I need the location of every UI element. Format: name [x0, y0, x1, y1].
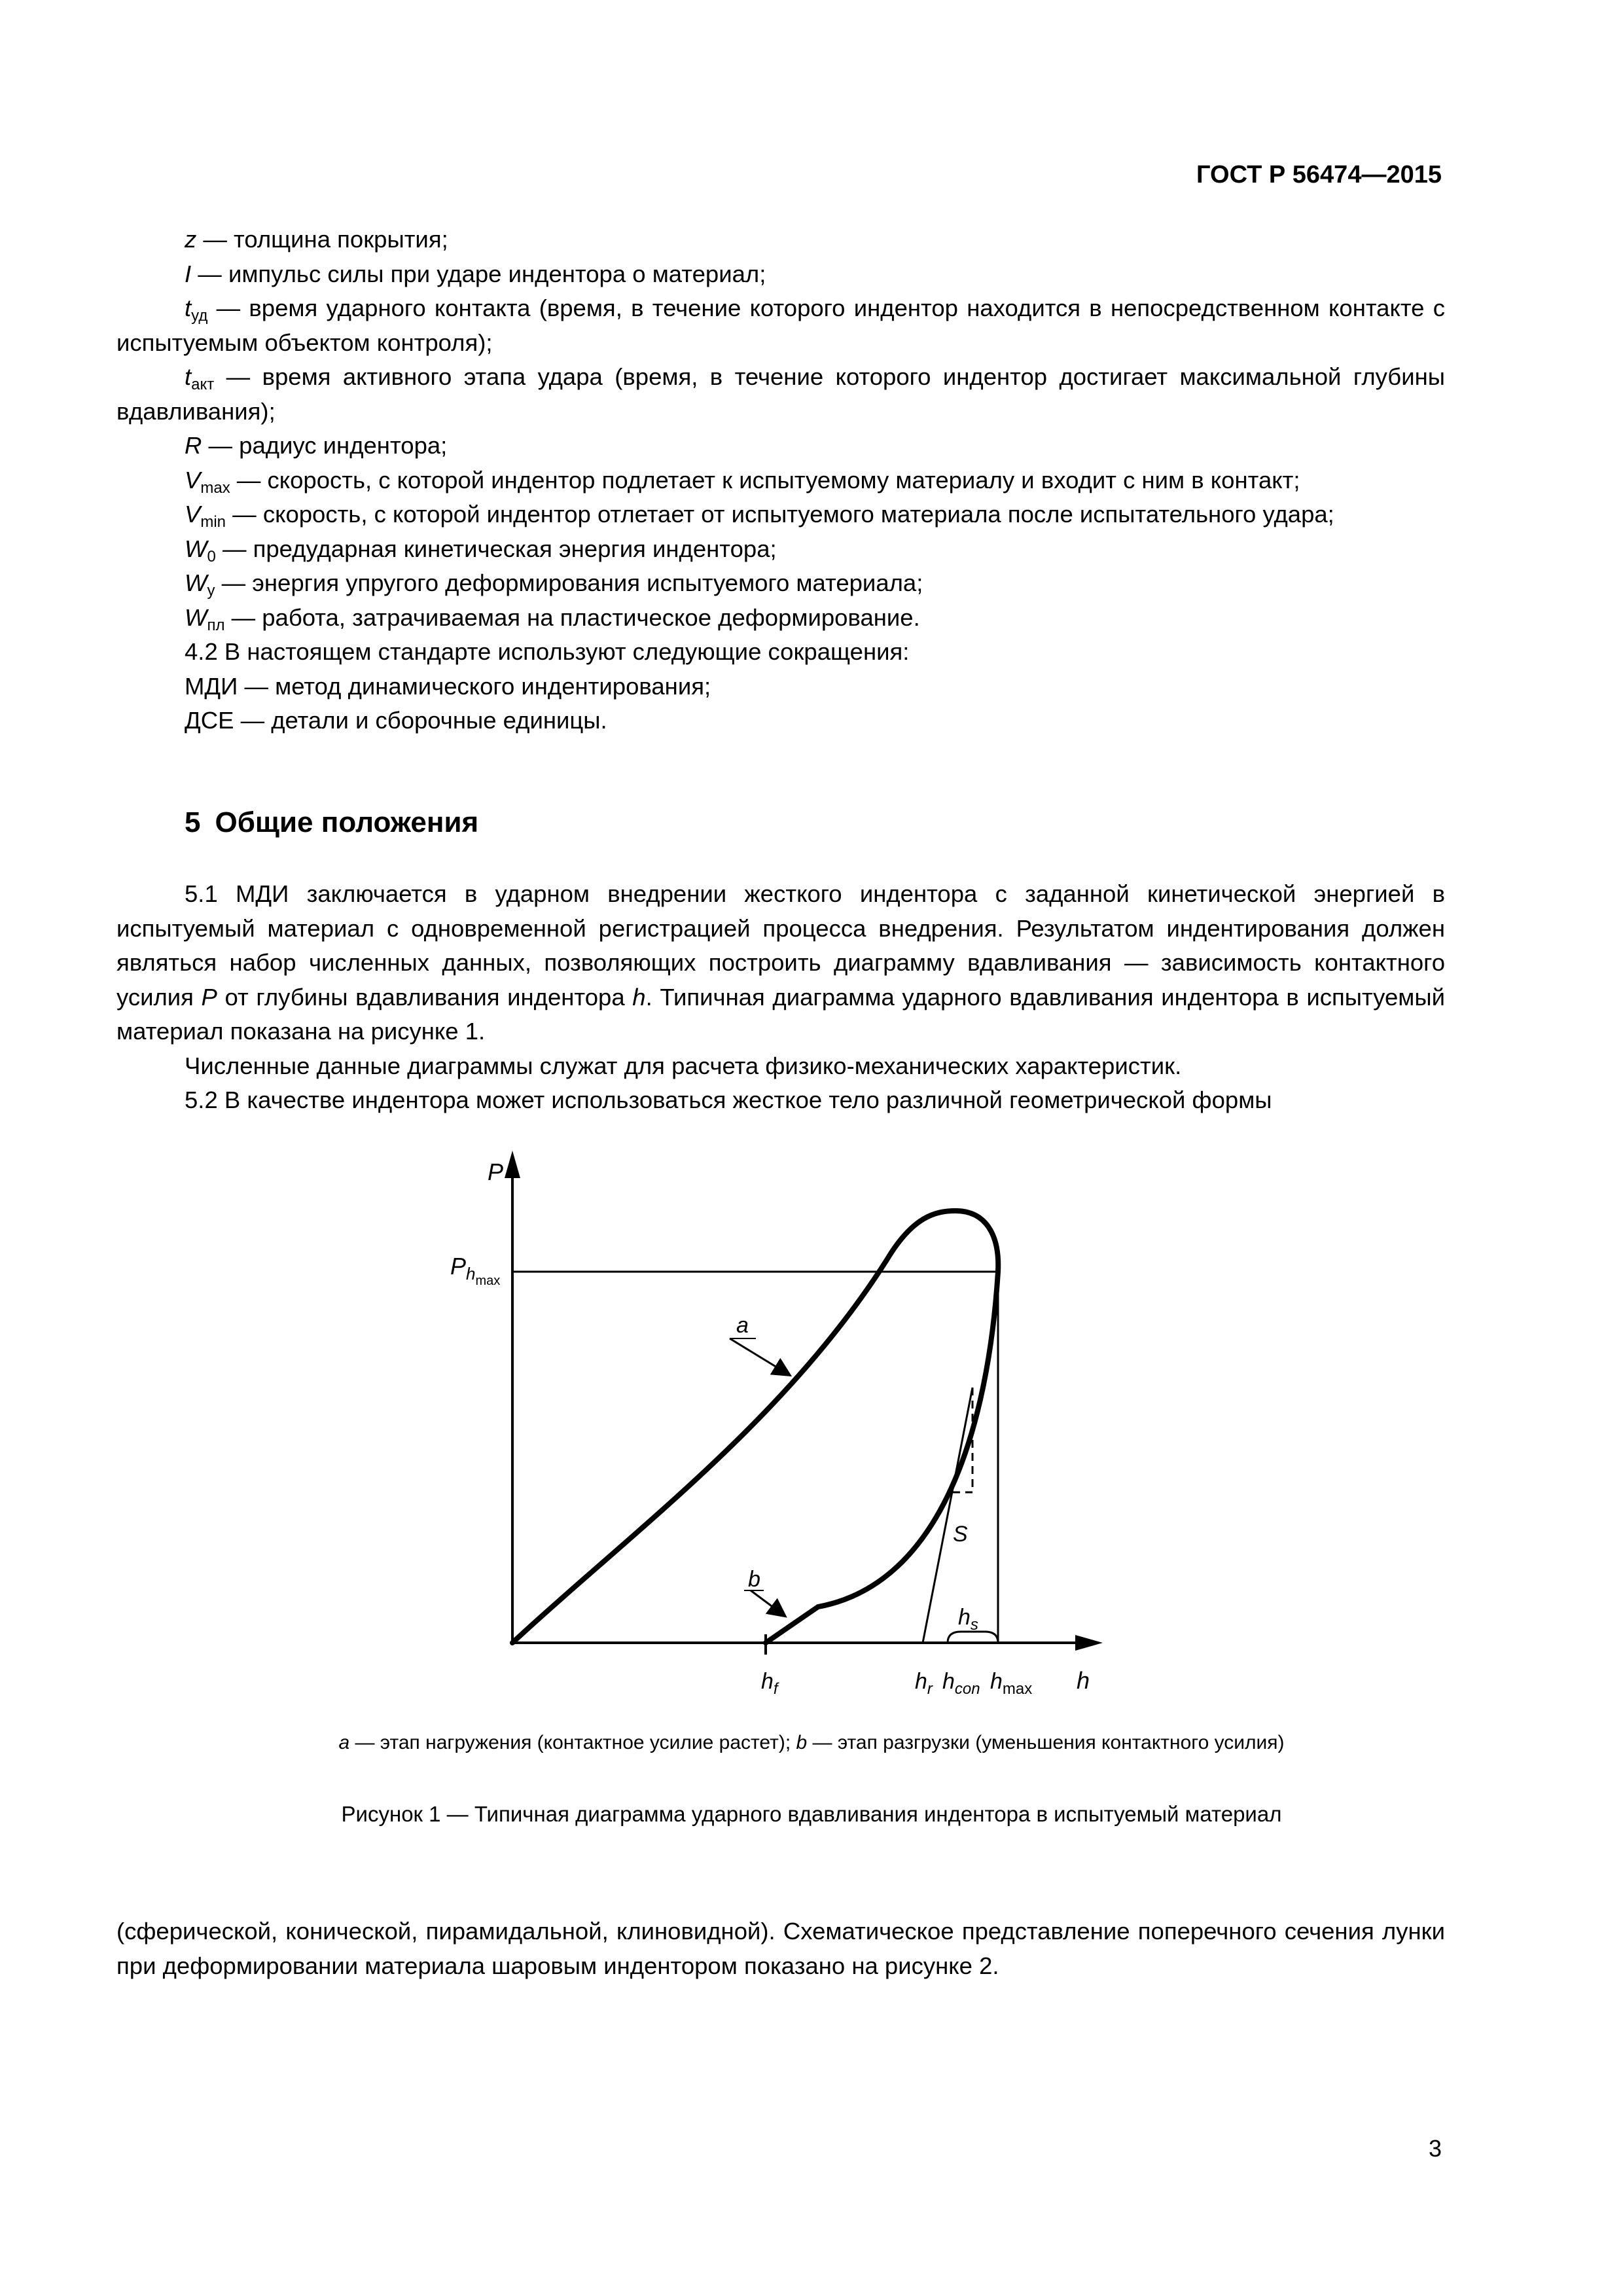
hs-label: $h_s$	[958, 1605, 978, 1634]
clause-text: . Типичная диаграмма ударного вдавливания индентора в испытуемый материал показана на рисунке 1.	[116, 983, 1445, 1045]
symbol-subscript: 0	[207, 547, 216, 565]
curve-b-label: b	[748, 1567, 760, 1592]
symbol-subscript: пл	[207, 616, 225, 634]
definition-w-elastic	[116, 566, 1445, 601]
definition-t-impact	[116, 291, 1445, 360]
figure-caption: Рисунок 1 — Типичная диаграмма ударного вдавливания индентора в испытуемый материал	[341, 1802, 1282, 1826]
section-heading	[185, 806, 478, 839]
definition-w-plastic	[116, 601, 1445, 636]
hcon-label: $h_{con}$	[942, 1669, 980, 1698]
symbol: V	[185, 501, 201, 528]
figure-legend	[0, 1732, 1623, 1754]
symbol-h: h	[632, 983, 646, 1011]
continuation-paragraph: (сферической, конической, пирамидальной, клиновидной). Схематическое представление поперечного сечения лунки при деформировании материала шаровым индентором показано на рисунке 2.	[116, 1918, 1445, 1979]
legend-b-text: — этап разгрузки (уменьшения контактного усилия)	[807, 1732, 1285, 1753]
definition-v-min	[116, 497, 1445, 532]
abbreviation-dse: ДСЕ — детали и сборочные единицы.	[185, 707, 607, 734]
clause-text: от глубины вдавливания индентора	[217, 983, 633, 1011]
continuation-block	[116, 1914, 1445, 1983]
document-code: ГОСТ Р 56474—2015	[1196, 161, 1442, 188]
hr-label: $h_r$	[915, 1669, 933, 1698]
definition-text: — время ударного контакта (время, в течение которого индентор находится в непосредственном контакте с испытуемым объектом контроля);	[116, 295, 1445, 356]
numeric-data-sentence: Численные данные диаграммы служат для расчета физико-механических характеристик.	[185, 1052, 1182, 1079]
definition-impulse	[116, 257, 1445, 292]
definition-text: — работа, затрачиваемая на пластическое деформирование.	[224, 603, 920, 631]
symbol-p: P	[201, 983, 217, 1011]
clause-5-1	[116, 877, 1445, 1049]
abbreviation-mdi: МДИ — метод динамического индентирования;	[185, 672, 711, 700]
section-number: 5	[185, 806, 201, 838]
definition-text: — толщина покрытия;	[196, 226, 448, 253]
symbol-subscript: уд	[191, 307, 208, 325]
definition-radius	[116, 429, 1445, 463]
symbol: R	[185, 432, 202, 459]
definition-text: — энергия упругого деформирования испытуемого материала;	[215, 569, 923, 596]
symbol-subscript: min	[200, 513, 226, 531]
curve-a-leader	[730, 1338, 789, 1374]
s-label: S	[953, 1522, 968, 1547]
y-axis-arrow	[505, 1151, 520, 1178]
symbol: t	[185, 363, 192, 390]
definition-text: — радиус индентора;	[202, 432, 448, 459]
symbol: W	[185, 603, 207, 631]
definition-text: — предударная кинетическая энергия индентора;	[215, 535, 777, 562]
section-5-body	[116, 877, 1445, 1118]
x-axis-label: h	[1077, 1667, 1090, 1694]
symbol-subscript: акт	[191, 376, 215, 393]
hf-label: $h_f$	[761, 1669, 778, 1698]
clause-text: 5.1 МДИ заключается в ударном внедрении жесткого индентора с заданной кинетической энергией в испытуемый материал с одновременной регистрацией процесса внедрения. Результатом индентирования должен являться набор численных данных, позволяющих построить диаграмму вдавливания — зависимость контактного усилия	[116, 880, 1445, 1011]
legend-b-symbol: b	[796, 1732, 808, 1753]
symbol: I	[185, 260, 192, 287]
symbol: W	[185, 535, 207, 562]
symbol: V	[185, 466, 201, 493]
definition-text: — скорость, с которой индентор отлетает от испытуемого материала после испытательного удара;	[226, 501, 1334, 528]
section-title-text: Общие положения	[215, 806, 479, 838]
page-number: 3	[1428, 2135, 1442, 2162]
symbol: z	[185, 226, 197, 253]
definition-w0	[116, 532, 1445, 567]
definition-v-max	[116, 463, 1445, 498]
unloading-curve	[766, 1272, 998, 1643]
definition-z	[116, 223, 1445, 257]
definition-text: — время активного этапа удара (время, в течение которого индентор достигает максимальной глубины вдавливания);	[116, 363, 1445, 425]
definition-t-active	[116, 360, 1445, 429]
curve-b-leader	[751, 1590, 784, 1615]
y-axis-label: P	[488, 1158, 504, 1185]
clause-4-2: 4.2 В настоящем стандарте используют следующие сокращения:	[185, 638, 910, 665]
symbol: W	[185, 569, 207, 596]
definition-text: — скорость, с которой индентор подлетает к испытуемому материалу и входит с ним в контакт;	[230, 466, 1300, 493]
symbol-subscript: max	[200, 478, 230, 497]
x-axis-arrow	[1075, 1635, 1103, 1651]
legend-a-symbol: a	[338, 1732, 350, 1753]
p-hmax-label: $P_{hmax}$	[450, 1253, 501, 1288]
legend-a-text: — этап нагружения (контактное усилие растет);	[349, 1732, 796, 1753]
curve-a-label: a	[736, 1313, 749, 1338]
symbols-block	[116, 223, 1445, 738]
symbol-subscript: у	[207, 582, 215, 600]
definition-text: — импульс силы при ударе индентора о материал;	[191, 260, 766, 287]
hmax-label: $h_{max}$	[990, 1669, 1033, 1698]
symbol: t	[185, 295, 192, 321]
clause-5-2: 5.2 В качестве индентора может использоваться жесткое тело различной геометрической формы	[185, 1086, 1272, 1113]
